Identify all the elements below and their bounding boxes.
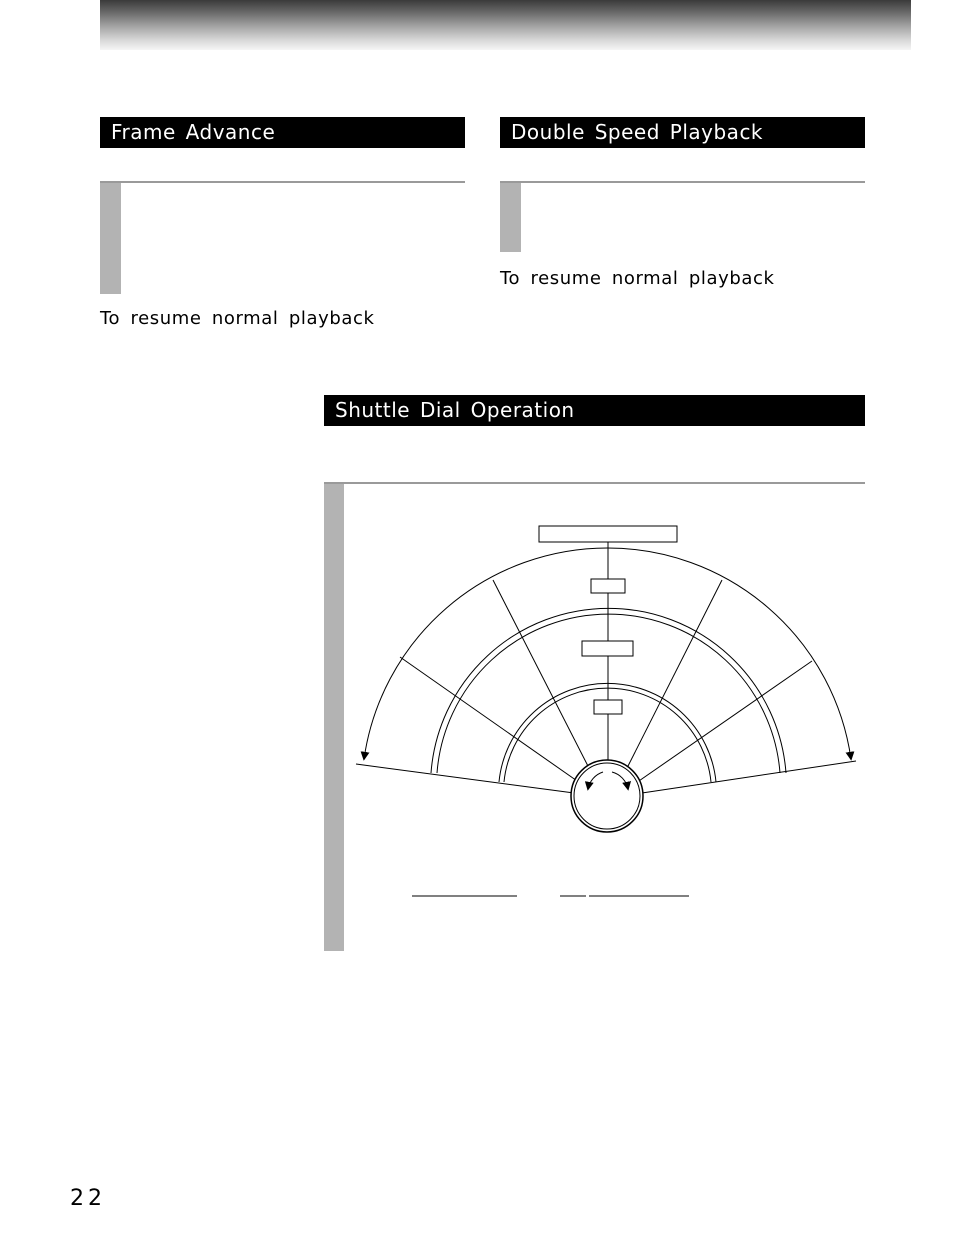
double-speed-heading: Double Speed Playback xyxy=(500,117,865,148)
page-number: 22 xyxy=(70,1186,106,1211)
outer-label-box xyxy=(591,579,625,593)
left-baseline xyxy=(356,764,574,793)
frame-advance-rule xyxy=(100,181,465,183)
radial-line-right xyxy=(626,580,722,770)
radial-line-left xyxy=(493,580,590,770)
frame-advance-heading: Frame Advance xyxy=(100,117,465,148)
frame-advance-step-marker xyxy=(100,183,121,294)
double-speed-rule xyxy=(500,181,865,183)
shuttle-dial-rule xyxy=(324,482,865,484)
shuttle-knob-outer xyxy=(571,760,643,832)
shuttle-dial-diagram xyxy=(344,486,865,916)
frame-advance-resume-text: To resume normal playback xyxy=(100,308,375,329)
right-baseline xyxy=(642,761,856,793)
radial-line-far-left xyxy=(400,657,580,783)
double-speed-resume-text: To resume normal playback xyxy=(500,268,775,289)
shuttle-dial-step-marker xyxy=(324,484,344,951)
shuttle-dial-heading: Shuttle Dial Operation xyxy=(324,395,865,426)
top-label-box xyxy=(539,526,677,542)
double-speed-step-marker xyxy=(500,183,521,252)
middle-label-box xyxy=(582,641,633,656)
header-gradient-band xyxy=(100,0,911,50)
inner-label-box xyxy=(594,700,622,714)
